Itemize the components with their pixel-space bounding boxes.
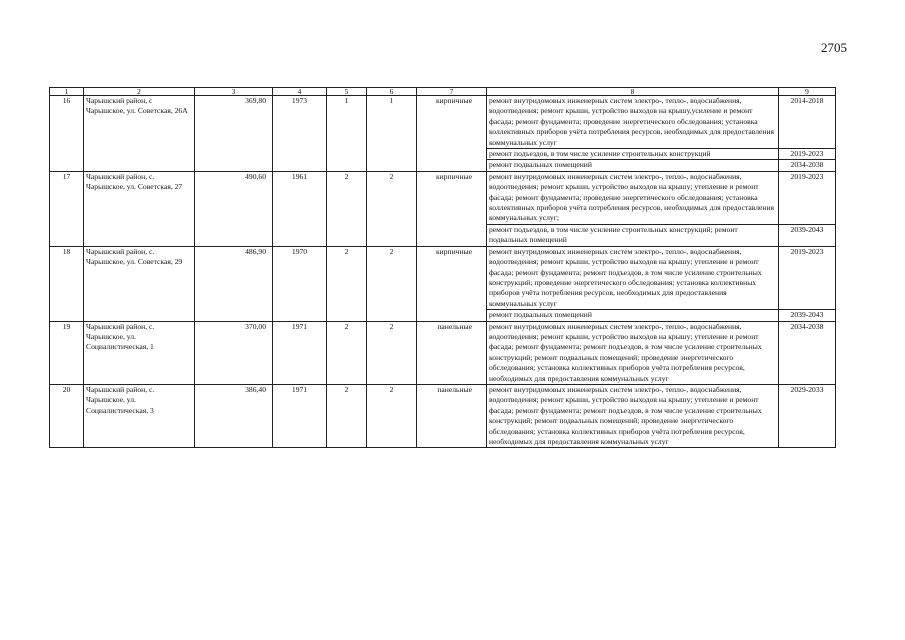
housing-repair-table — [49, 87, 836, 448]
col5-cell: 1 — [327, 96, 367, 172]
work-cell: ремонт внутридомовых инженерных систем электро-, тепло-, водоснабжения, водоотведения; ремонт крыши, устройство выходов на крышу,усиление и ремонт фасада; ремонт фундамента; проведение энергетического обследования; установка коллективных приборов учёта потребления ресурсов, необходимых для предоставления коммунальных услуг — [487, 96, 779, 149]
col5-cell: 2 — [327, 171, 367, 246]
address-cell: Чарышский район, с. Чарышское, ул. Социалистическая, 1 — [84, 321, 195, 384]
address-cell: Чарышский район, с. Чарышское, ул. Советская, 27 — [84, 171, 195, 246]
period-cell: 2034-2038 — [779, 160, 836, 171]
area-cell: 369,80 — [195, 96, 273, 172]
header-cell: 3 — [195, 88, 273, 96]
header-cell: 4 — [273, 88, 327, 96]
work-cell: ремонт внутридомовых инженерных систем электро-, тепло-, водоснабжения, водоотведения; ремонт крыши, устройство выходов на крышу; утепление и ремонт фасада; ремонт фундамента; ремонт подъездов, в том числе усиление строительных конструкций; проведение энергетического обследования; установка коллективных приборов учёта потребления ресурсов, необходимых для предоставления коммунальных услуг — [487, 246, 779, 309]
col5-cell: 2 — [327, 246, 367, 321]
table-header — [50, 88, 836, 96]
address-cell: Чарышский район, с Чарышское, ул. Советская, 26А — [84, 96, 195, 172]
row-number: 20 — [50, 384, 84, 447]
period-cell: 2029-2033 — [779, 384, 836, 447]
table-row — [50, 96, 836, 149]
row-number: 16 — [50, 96, 84, 172]
material-cell: кирпичные — [417, 96, 487, 172]
header-cell: 6 — [367, 88, 417, 96]
col6-cell: 2 — [367, 246, 417, 321]
period-cell: 2019-2023 — [779, 246, 836, 309]
work-cell: ремонт подвальных помещений — [487, 310, 779, 321]
year-cell: 1971 — [273, 321, 327, 384]
header-cell: 8 — [487, 88, 779, 96]
material-cell: кирпичные — [417, 246, 487, 321]
header-cell: 9 — [779, 88, 836, 96]
period-cell: 2039-2043 — [779, 310, 836, 321]
material-cell: кирпичные — [417, 171, 487, 246]
col6-cell: 2 — [367, 171, 417, 246]
header-cell: 5 — [327, 88, 367, 96]
row-number: 19 — [50, 321, 84, 384]
table-body — [50, 96, 836, 448]
work-cell: ремонт подъездов, в том числе усиление строительных конструкций; ремонт подвальных помещений — [487, 224, 779, 246]
area-cell: 386,40 — [195, 384, 273, 447]
year-cell: 1973 — [273, 96, 327, 172]
period-cell: 2034-2038 — [779, 321, 836, 384]
row-number: 18 — [50, 246, 84, 321]
year-cell: 1971 — [273, 384, 327, 447]
table-row — [50, 171, 836, 224]
header-cell: 2 — [84, 88, 195, 96]
table-row — [50, 246, 836, 309]
period-cell: 2039-2043 — [779, 224, 836, 246]
page-number: 2705 — [821, 40, 847, 55]
area-cell: 490,60 — [195, 171, 273, 246]
address-cell: Чарышский район, с. Чарышское, ул. Советская, 29 — [84, 246, 195, 321]
row-number: 17 — [50, 171, 84, 246]
year-cell: 1970 — [273, 246, 327, 321]
year-cell: 1961 — [273, 171, 327, 246]
work-cell: ремонт подъездов, в том числе усиление строительных конструкций — [487, 149, 779, 160]
period-cell: 2014-2018 — [779, 96, 836, 149]
area-cell: 370,00 — [195, 321, 273, 384]
col6-cell: 1 — [367, 96, 417, 172]
work-cell: ремонт подвальных помещений — [487, 160, 779, 171]
col5-cell: 2 — [327, 321, 367, 384]
work-cell: ремонт внутридомовых инженерных систем электро-, тепло-, водоснабжения, водоотведения; ремонт крыши, устройство выходов на крышу; утепление и ремонт фасада; ремонт фундамента; ремонт подъездов, в том числе усиление строительных конструкций; ремонт подвальных помещений; проведение энергетического обследования; установка коллективных приборов учёта потребления ресурсов, необходимых для предоставления коммунальных услуг — [487, 321, 779, 384]
material-cell: панельные — [417, 384, 487, 447]
work-cell: ремонт внутридомовых инженерных систем электро-, тепло-, водоснабжения, водоотведения; ремонт крыши, устройство выходов на крышу; утепление и ремонт фасада; ремонт фундамента; проведение энергетического обследования; установка коллективных приборов учёта потребления ресурсов, необходимых для предоставления коммунальных услуг; — [487, 171, 779, 224]
header-cell: 7 — [417, 88, 487, 96]
area-cell: 486,90 — [195, 246, 273, 321]
material-cell: панельные — [417, 321, 487, 384]
col6-cell: 2 — [367, 321, 417, 384]
col5-cell: 2 — [327, 384, 367, 447]
work-cell: ремонт внутридомовых инженерных систем электро-, тепло-, водоснабжения, водоотведения; ремонт крыши, устройство выходов на крышу; утепление и ремонт фасада; ремонт фундамента; ремонт подъездов, в том числе усиление строительных конструкций; ремонт подвальных помещений; проведение энергетического обследования; установка коллективных приборов учёта потребления ресурсов, необходимых для предоставления коммунальных услуг — [487, 384, 779, 447]
col6-cell: 2 — [367, 384, 417, 447]
address-cell: Чарышский район, с. Чарышское, ул. Социалистическая, 3 — [84, 384, 195, 447]
period-cell: 2019-2023 — [779, 171, 836, 224]
header-cell: 1 — [50, 88, 84, 96]
period-cell: 2019-2023 — [779, 149, 836, 160]
table-row — [50, 384, 836, 447]
table-row — [50, 321, 836, 384]
